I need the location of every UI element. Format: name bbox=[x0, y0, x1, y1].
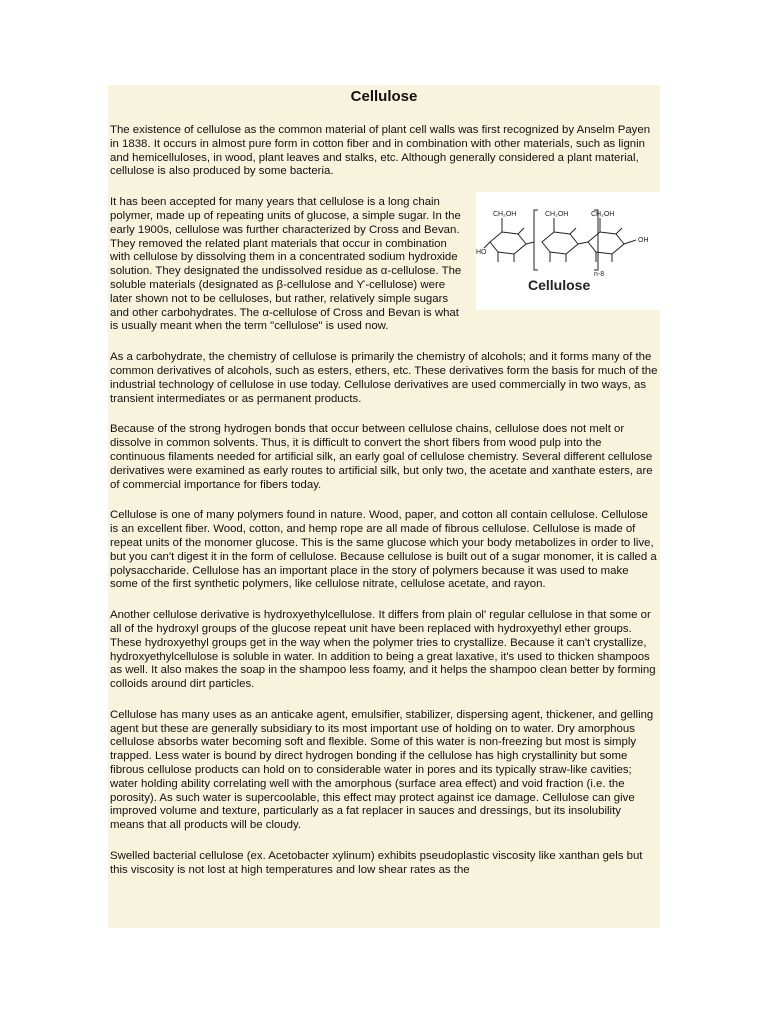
document-page bbox=[108, 85, 660, 928]
paragraph-8: Swelled bacterial cellulose (ex. Acetobacter xylinum) exhibits pseudoplastic viscosity like xanthan gels but this viscosity is not lost at high temperatures and low shear rates as the bbox=[110, 850, 643, 876]
ch2oh-label-1: CH₂OH bbox=[493, 211, 517, 219]
glucose-ring-3 bbox=[588, 232, 624, 254]
paragraph-6: Another cellulose derivative is hydroxyethylcellulose. It differs from plain ol' regular cellulose in that some or all of the hydroxyl groups of the glucose repeat unit have been replaced with hydroxyethyl ether groups. These hydroxyethyl groups get in the way when the polymer tries to crystallize. Because it can't crystallize, hydroxyethylcellulose is soluble in water. In addition to being a great laxative, it's used to thicken shampoos as well. It also makes the soap in the shampoo less foamy, and it helps the shampoo clean better by forming colloids around dirt particles. bbox=[110, 609, 656, 691]
paragraph-4: Because of the strong hydrogen bonds that occur between cellulose chains, cellulose does not melt or dissolve in common solvents. Thus, it is difficult to convert the short fibers from wood pulp into the continuous filaments needed for artificial silk, an early goal of cellulose chemistry. Several different cellulose derivatives were examined as early routes to artificial silk, but only two, the acetate and xanthate esters, are of commercial importance for fibers today. bbox=[110, 423, 653, 491]
ho-label: HO bbox=[476, 249, 487, 257]
figure-caption: Cellulose bbox=[528, 277, 591, 294]
glucose-ring-2 bbox=[542, 232, 578, 254]
ch2oh-label-3: CH₂OH bbox=[591, 211, 615, 219]
paragraph-3: As a carbohydrate, the chemistry of cellulose is primarily the chemistry of alcohols; and it forms many of the common derivatives of alcohols, such as esters, ethers, etc. These derivatives form the basis for much of the industrial technology of cellulose in use today. Cellulose derivatives are used commercially in two ways, as transient intermediates or as permanent products. bbox=[110, 351, 658, 405]
paragraph-2-block bbox=[110, 196, 658, 334]
cellulose-structure-figure bbox=[476, 192, 660, 310]
paragraph-2: It has been accepted for many years that cellulose is a long chain polymer, made up of repeating units of glucose, a simple sugar. In the early 1900s, cellulose was further characterized by Cross and Bevan. They removed the related plant materials that occur in combination with cellulose by dissolving them in a concentrated sodium hydroxide solution. They designated the undissolved residue as α-cellulose. The soluble materials (designated as β-cellulose and ϒ-cellulose) were later shown not to be celluloses, but rather, relatively simple sugars and other carbohydrates. The α-cellulose of Cross and Bevan is what is usually meant when the term "cellulose" is used now. bbox=[110, 196, 462, 333]
glucose-ring-1 bbox=[490, 232, 526, 254]
paragraph-7: Cellulose has many uses as an anticake agent, emulsifier, stabilizer, dispersing agent, thickener, and gelling agent but these are generally subsidiary to its most important use of holding on to water. Dry amorphous cellulose absorbs water becoming soft and flexible. Some of this water is non-freezing but most is simply trapped. Less water is bound by direct hydrogen bonding if the cellulose has high crystallinity but some fibrous cellulose products can hold on to considerable water in pores and its typically straw-like cavities; water holding ability correlating well with the amorphous (surface area effect) and void fraction (i.e. the porosity). As such water is supercoolable, this effect may protect against ice damage. Cellulose can give improved volume and texture, particularly as a fat replacer in sauces and dressings, but its insolubility means that all products will be cloudy. bbox=[110, 708, 654, 832]
document-title: Cellulose bbox=[350, 88, 418, 105]
oh-label: OH bbox=[638, 237, 649, 245]
repeat-count-label: n-8 bbox=[594, 271, 605, 279]
ch2oh-label-2: CH₂OH bbox=[545, 211, 569, 219]
paragraph-1: The existence of cellulose as the common material of plant cell walls was first recognized by Anselm Payen in 1838. It occurs in almost pure form in cotton fiber and in combination with other materials, such as lignin and hemicelluloses, in wood, plant leaves and stalks, etc. Although generally considered a plant material, cellulose is also produced by some bacteria. bbox=[110, 124, 651, 178]
paragraph-5: Cellulose is one of many polymers found in nature. Wood, paper, and cotton all contain cellulose. Cellulose is an excellent fiber. Wood, cotton, and hemp rope are all made of fibrous cellulose. Cellulose is made of repeat units of the monomer glucose. This is the same glucose which your body metabolizes in order to live, but you can't digest it in the form of cellulose. Because cellulose is built out of a sugar monomer, it is called a polysaccharide. Cellulose has an important place in the story of polymers because it was used to make some of the first synthetic polymers, like cellulose nitrate, cellulose acetate, and rayon. bbox=[110, 509, 657, 591]
